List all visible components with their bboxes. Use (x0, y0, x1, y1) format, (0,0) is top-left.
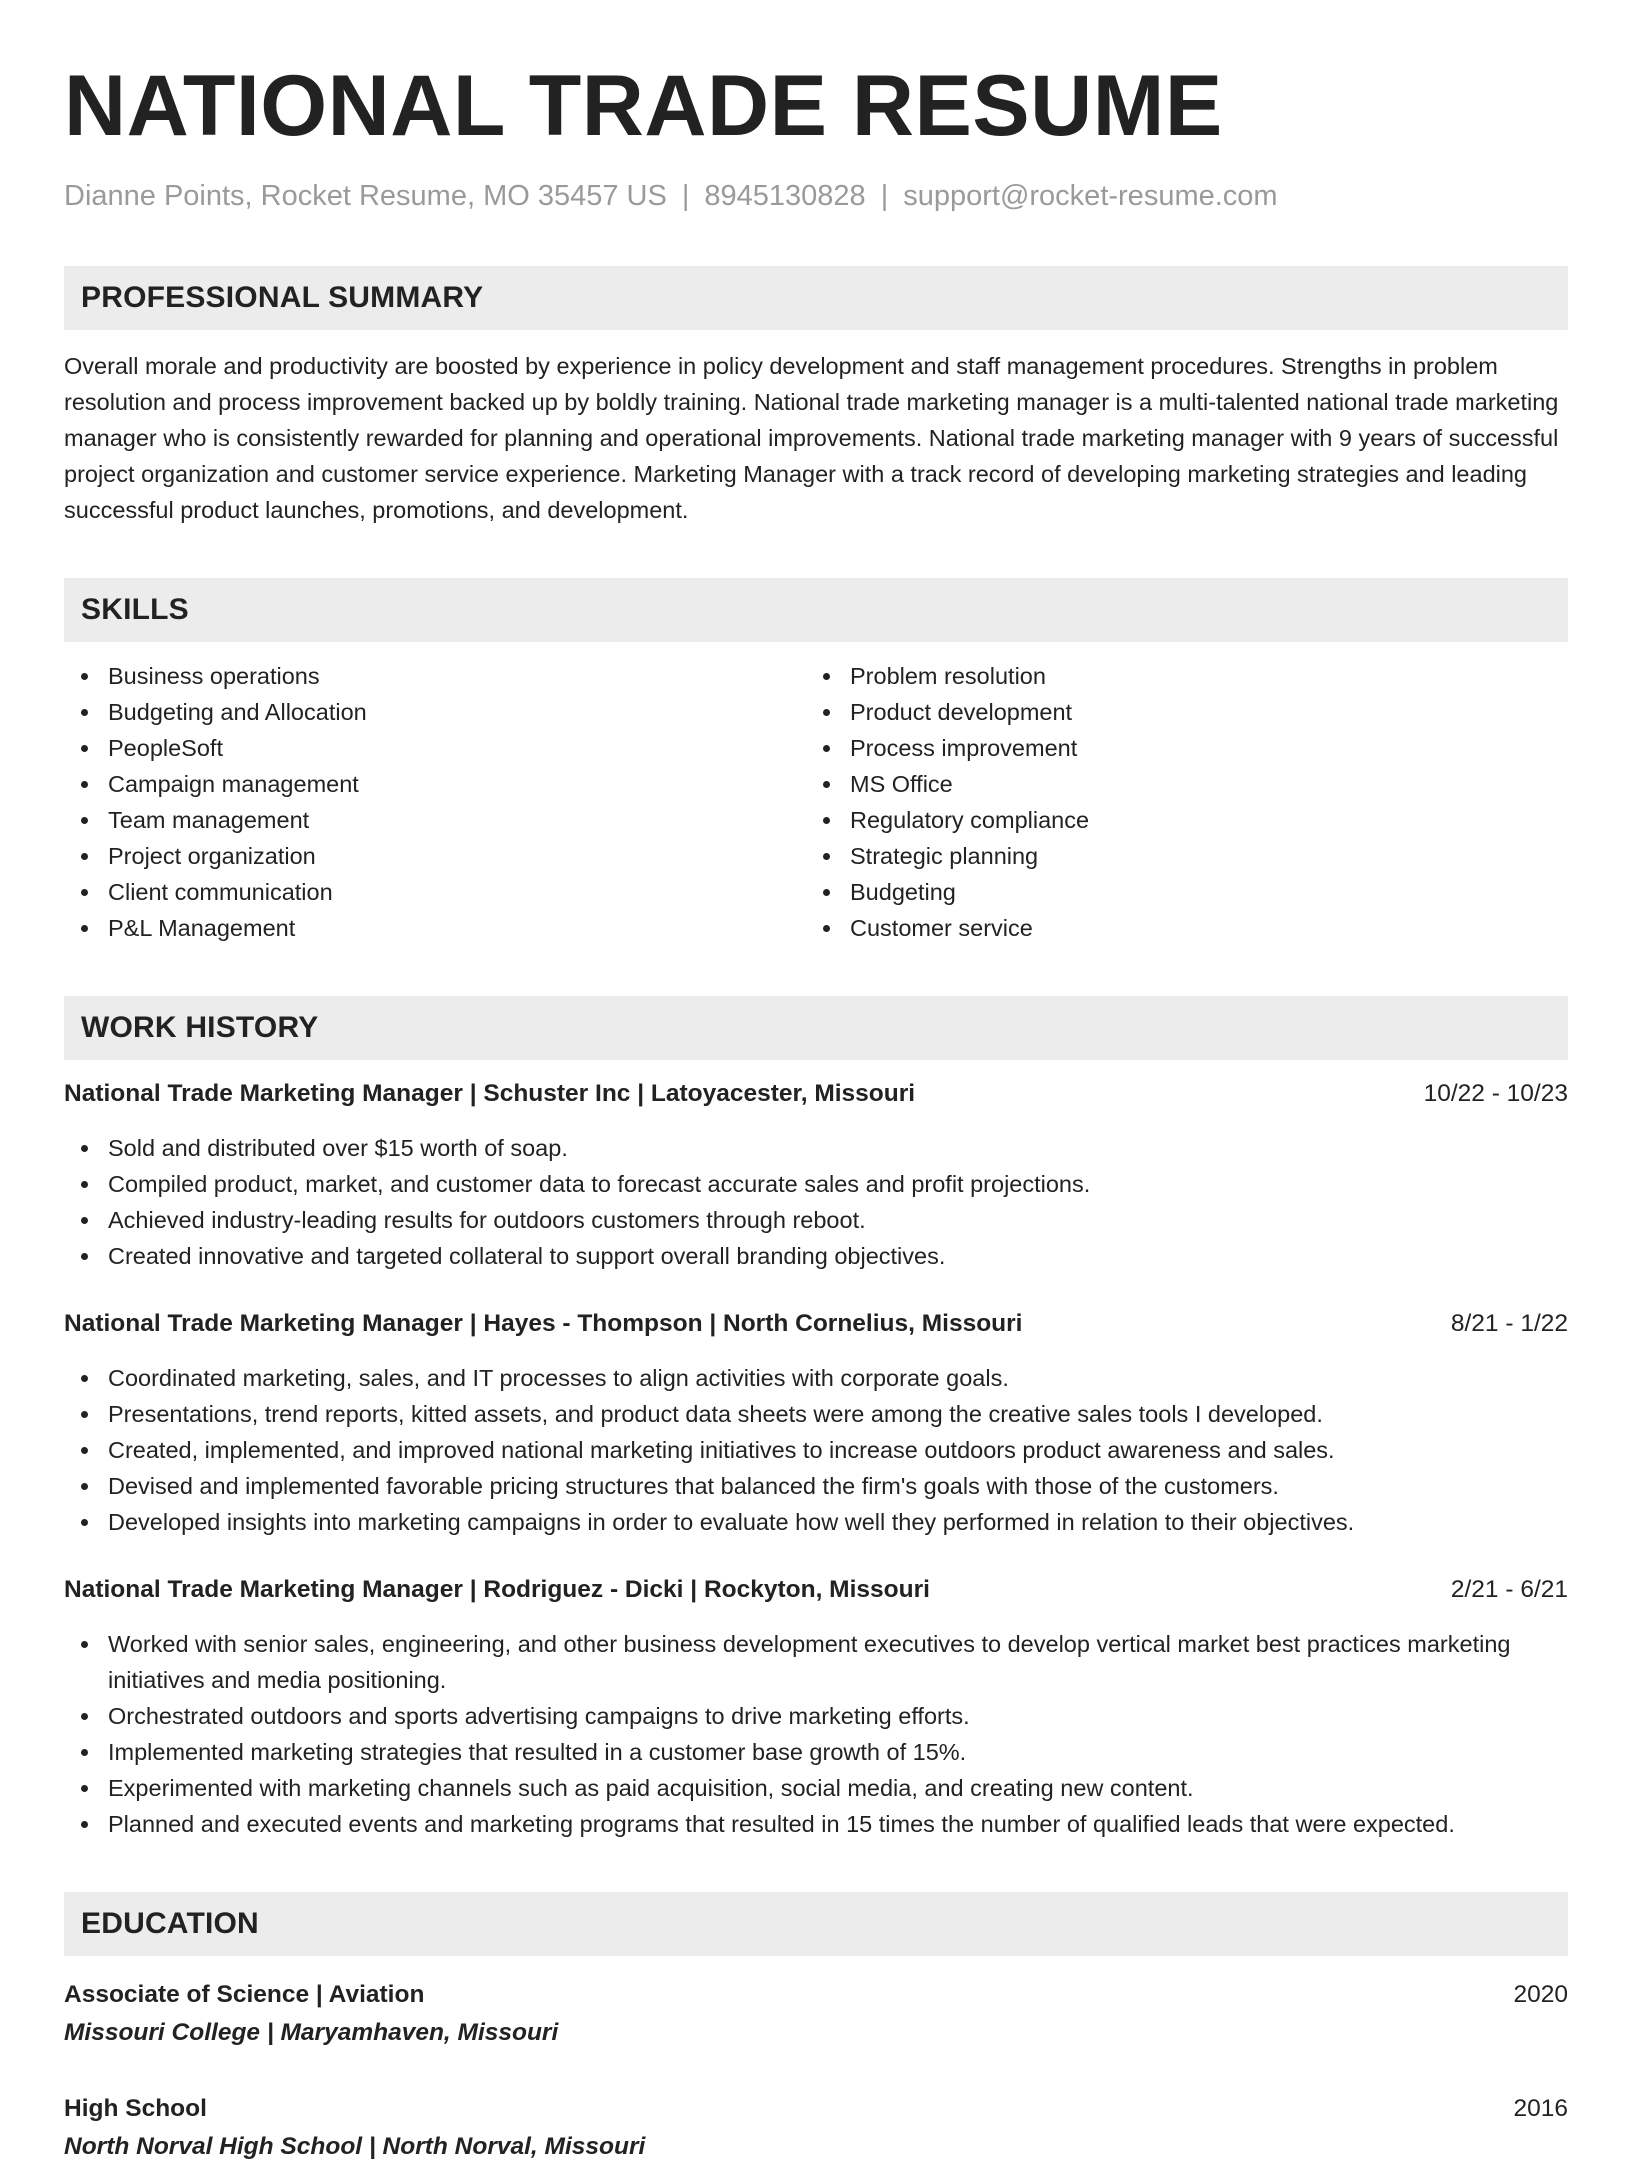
summary-section-header (64, 266, 1568, 330)
skill-item: Team management (64, 802, 806, 838)
education-section-title: EDUCATION (81, 1907, 259, 1940)
skill-item: Business operations (64, 658, 806, 694)
contact-email: support@rocket-resume.com (903, 180, 1278, 212)
job-bullet: Sold and distributed over $15 worth of soap. (64, 1130, 1568, 1166)
job-bullet: Coordinated marketing, sales, and IT processes to align activities with corporate goals. (64, 1360, 1568, 1396)
job-bullets (64, 1626, 1568, 1842)
skill-item: Customer service (806, 910, 1548, 946)
skill-item: Problem resolution (806, 658, 1548, 694)
skill-item: Process improvement (806, 730, 1548, 766)
summary-section-title: PROFESSIONAL SUMMARY (81, 281, 484, 314)
contact-separator: | (681, 180, 690, 212)
job-header (64, 1306, 1568, 1342)
job-title: National Trade Marketing Manager | Hayes - Thompson | North Cornelius, Missouri (64, 1310, 1023, 1337)
job-bullet: Planned and executed events and marketing programs that resulted in 15 times the number of qualified leads that were expected. (64, 1806, 1568, 1842)
skill-item: Budgeting and Allocation (64, 694, 806, 730)
education-header (64, 2090, 1568, 2128)
skill-item: Budgeting (806, 874, 1548, 910)
skill-item: Strategic planning (806, 838, 1548, 874)
job-bullet: Created, implemented, and improved national marketing initiatives to increase outdoors product awareness and sales. (64, 1432, 1568, 1468)
job-bullets (64, 1360, 1568, 1540)
job-header (64, 1076, 1568, 1112)
education-section-header (64, 1892, 1568, 1956)
skills-section-title: SKILLS (81, 593, 189, 626)
work-section-title: WORK HISTORY (81, 1011, 319, 1044)
skills-list (64, 658, 1568, 946)
education-school: Missouri College | Maryamhaven, Missouri (64, 2019, 559, 2046)
job-dates: 2/21 - 6/21 (1450, 1576, 1568, 1603)
job-bullet: Presentations, trend reports, kitted assets, and product data sheets were among the creative sales tools I developed. (64, 1396, 1568, 1432)
skill-item: Client communication (64, 874, 806, 910)
education-school: North Norval High School | North Norval, Missouri (64, 2133, 646, 2160)
skill-item: MS Office (806, 766, 1548, 802)
summary-text: Overall morale and productivity are boosted by experience in policy development and staff management procedures. Strengths in problem resolution and process improvement backed up by boldly training. National trade marketing manager is a multi-talented national trade marketing manager who is consistently rewarded for planning and operational improvements. National trade marketing manager with 9 years of successful project organization and customer service experience. Marketing Manager with a track record of developing marketing strategies and leading successful product launches, promotions, and development. (64, 353, 1559, 523)
education-year: 2020 (1513, 1981, 1568, 2008)
job-bullet: Experimented with marketing channels such as paid acquisition, social media, and creating new content. (64, 1770, 1568, 1806)
job-bullet: Worked with senior sales, engineering, and other business development executives to develop vertical market best practices marketing initiatives and media positioning. (64, 1626, 1568, 1698)
work-section-header (64, 996, 1568, 1060)
contact-address: Dianne Points, Rocket Resume, MO 35457 US (64, 180, 667, 212)
job-bullet: Implemented marketing strategies that resulted in a customer base growth of 15%. (64, 1734, 1568, 1770)
job-bullet: Devised and implemented favorable pricing structures that balanced the firm's goals with those of the customers. (64, 1468, 1568, 1504)
job-bullet: Achieved industry-leading results for outdoors customers through reboot. (64, 1202, 1568, 1238)
job-title: National Trade Marketing Manager | Rodriguez - Dicki | Rockyton, Missouri (64, 1576, 930, 1603)
education-entry (64, 1976, 1568, 2052)
skills-column-left (64, 658, 806, 946)
education-year: 2016 (1513, 2095, 1568, 2122)
education-entry (64, 2090, 1568, 2166)
job-entry (64, 1306, 1568, 1540)
education-header (64, 1976, 1568, 2014)
job-dates: 10/22 - 10/23 (1423, 1080, 1568, 1107)
education-degree: Associate of Science | Aviation (64, 1981, 425, 2008)
contact-separator: | (880, 180, 889, 212)
work-history-list (64, 1076, 1568, 1842)
contact-line (64, 176, 1568, 216)
skill-item: P&L Management (64, 910, 806, 946)
job-entry (64, 1572, 1568, 1842)
job-bullet: Created innovative and targeted collateral to support overall branding objectives. (64, 1238, 1568, 1274)
skills-section-header (64, 578, 1568, 642)
job-bullets (64, 1130, 1568, 1274)
skills-column-right (806, 658, 1548, 946)
skill-item: Project organization (64, 838, 806, 874)
skill-item: PeopleSoft (64, 730, 806, 766)
job-bullet: Orchestrated outdoors and sports advertising campaigns to drive marketing efforts. (64, 1698, 1568, 1734)
job-bullet: Compiled product, market, and customer data to forecast accurate sales and profit projections. (64, 1166, 1568, 1202)
education-degree: High School (64, 2095, 207, 2122)
job-header (64, 1572, 1568, 1608)
skill-item: Campaign management (64, 766, 806, 802)
job-entry (64, 1076, 1568, 1274)
job-dates: 8/21 - 1/22 (1450, 1310, 1568, 1337)
skill-item: Regulatory compliance (806, 802, 1548, 838)
resume-title: NATIONAL TRADE RESUME (64, 58, 1223, 154)
education-list (64, 1976, 1568, 2166)
contact-phone: 8945130828 (704, 180, 866, 212)
job-bullet: Developed insights into marketing campaigns in order to evaluate how well they performed in relation to their objectives. (64, 1504, 1568, 1540)
skill-item: Product development (806, 694, 1548, 730)
job-title: National Trade Marketing Manager | Schuster Inc | Latoyacester, Missouri (64, 1080, 916, 1107)
